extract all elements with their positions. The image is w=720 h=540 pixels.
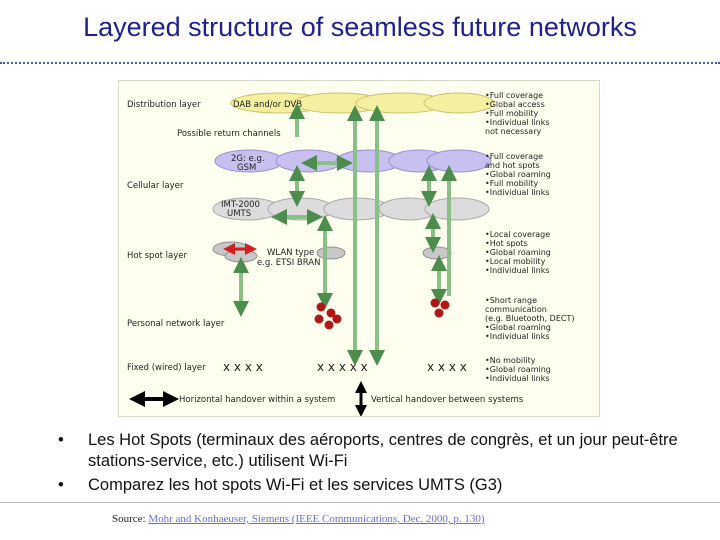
props-fixed: •No mobility •Global roaming •Individual links	[485, 356, 551, 383]
wlan-ellipses	[213, 242, 451, 262]
dab-label: DAB and/or DVB	[233, 100, 303, 110]
slide-title: Layered structure of seamless future networks	[83, 12, 637, 42]
props-personal: •Short range communication (e.g. Bluetooth, DECT) •Global roaming •Individual links	[485, 296, 575, 341]
layer-label-fixed: Fixed (wired) layer	[127, 363, 206, 373]
props-cellular: •Full coverage and hot spots •Global roaming •Full mobility •Individual links	[485, 152, 551, 197]
bullet-list	[58, 430, 698, 499]
diagram-legend	[137, 387, 524, 411]
bullet-item	[58, 475, 698, 496]
bullet-text-compare: Comparez les hot spots Wi-Fi et les services UMTS (G3)	[88, 476, 503, 494]
bullet-marker: •	[58, 431, 64, 449]
imt-label-1: IMT-2000	[221, 200, 260, 210]
layer-label-personal: Personal network layer	[127, 319, 225, 329]
bullet-text-hotspots: Les Hot Spots (terminaux des aéroports, centres de congrès, et un jour peut-être stations-service, etc.) utilisent Wi-Fi	[88, 431, 678, 470]
source-label: Source:	[112, 513, 146, 525]
bullet-item	[58, 430, 698, 472]
layer-label-return: Possible return channels	[177, 129, 281, 139]
layered-network-diagram	[118, 80, 600, 417]
wlan-label-2: e.g. ETSI BRAN	[257, 258, 321, 268]
props-distribution: •Full coverage •Global access •Full mobility •Individual links not necessary	[485, 91, 550, 136]
diagram-svg	[119, 81, 599, 416]
layer-label-distribution: Distribution layer	[127, 100, 201, 110]
gsm-label-1: 2G: e.g.	[231, 154, 265, 164]
vertical-handover-arrows	[241, 111, 449, 358]
footer-divider	[0, 502, 720, 503]
legend-horizontal-label: Horizontal handover within a system	[179, 395, 336, 405]
source-link[interactable]: Mohr and Konhaeuser, Siemens (IEEE Communications, Dec. 2000, p. 130)	[148, 513, 485, 525]
title-divider	[0, 62, 720, 64]
bullet-marker: •	[58, 476, 64, 494]
fixed-x-right: x x x x	[427, 360, 467, 374]
imt-label-2: UMTS	[227, 209, 252, 219]
wlan-label-1: WLAN type	[267, 248, 315, 258]
gsm-label-2: GSM	[237, 163, 257, 173]
fixed-x-left: x x x x	[223, 360, 263, 374]
source-citation	[112, 513, 485, 525]
layer-label-cellular: Cellular layer	[127, 181, 184, 191]
fixed-x-middle: x x x x x	[317, 360, 368, 374]
personal-network-devices	[315, 299, 450, 330]
props-hotspot: •Local coverage •Hot spots •Global roaming •Local mobility •Individual links	[485, 230, 551, 275]
legend-vertical-label: Vertical handover between systems	[371, 395, 524, 405]
layer-label-hotspot: Hot spot layer	[127, 251, 188, 261]
